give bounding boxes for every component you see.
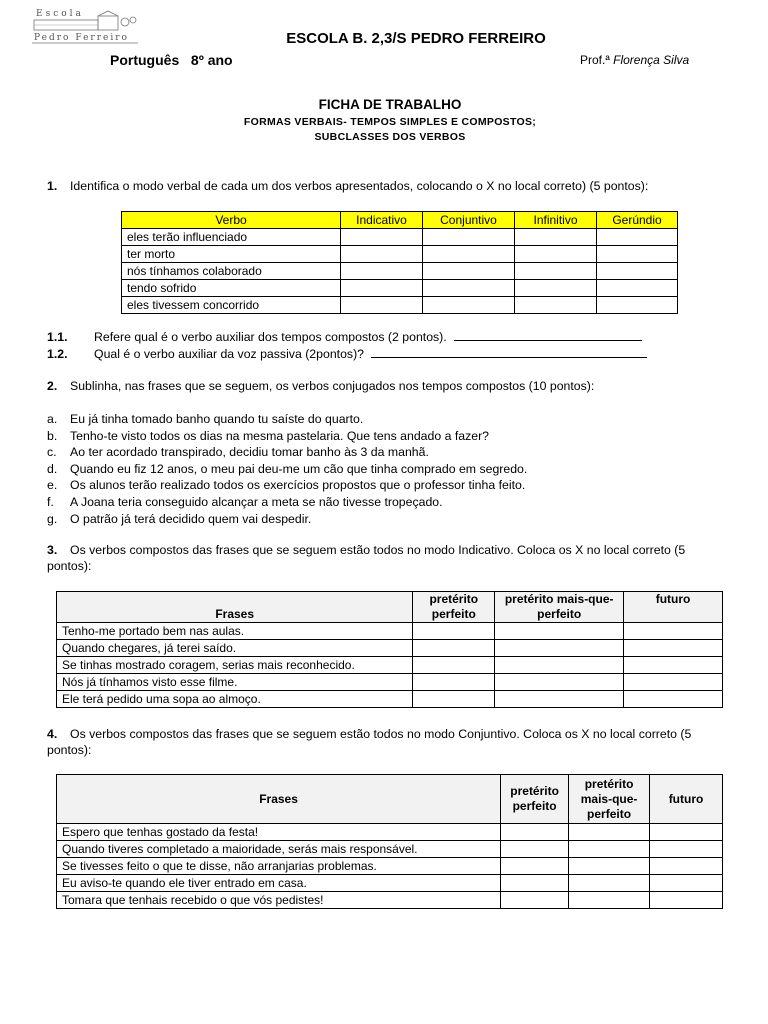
verb-cell: eles tivessem concorrido	[122, 297, 341, 314]
answer-cell[interactable]	[597, 229, 678, 246]
table-header-row	[57, 592, 723, 623]
list-item	[47, 477, 527, 494]
table-header-row	[57, 775, 723, 824]
answer-cell[interactable]	[569, 841, 650, 858]
question-number: 1.2.	[47, 347, 68, 361]
verb-cell: tendo sofrido	[122, 280, 341, 297]
verb-cell: nós tínhamos colaborado	[122, 263, 341, 280]
verb-cell: eles terão influenciado	[122, 229, 341, 246]
answer-cell[interactable]	[413, 657, 495, 674]
table-header-row	[122, 212, 678, 229]
q1-table	[121, 211, 678, 314]
item-text[interactable]: O patrão já terá decidido quem vai despedir.	[70, 511, 312, 526]
table-row	[122, 263, 678, 280]
table-row	[57, 892, 723, 909]
answer-cell[interactable]	[597, 280, 678, 297]
answer-cell[interactable]	[423, 246, 515, 263]
col-header-conjuntivo: Conjuntivo	[423, 212, 515, 229]
item-text[interactable]: A Joana teria conseguido alcançar a meta se não tivesse tropeçado.	[70, 494, 443, 509]
sentence-cell: Ele terá pedido uma sopa ao almoço.	[57, 691, 413, 708]
answer-cell[interactable]	[341, 297, 423, 314]
sentence-cell: Tomara que tenhais recebido o que vós pedistes!	[57, 892, 501, 909]
answer-cell[interactable]	[413, 674, 495, 691]
grade: 8º ano	[190, 52, 233, 68]
answer-cell[interactable]	[597, 297, 678, 314]
list-item	[47, 511, 527, 528]
col-header-gerundio: Gerúndio	[597, 212, 678, 229]
list-item	[47, 444, 527, 461]
answer-cell[interactable]	[624, 674, 723, 691]
sentence-list	[47, 411, 527, 527]
table-row	[57, 875, 723, 892]
question-1-2	[47, 346, 647, 362]
subject-line	[110, 52, 233, 68]
col-header-verbo: Verbo	[122, 212, 341, 229]
col-header-frases: Frases	[57, 592, 413, 623]
verb-cell: ter morto	[122, 246, 341, 263]
question-text: Identifica o modo verbal de cada um dos verbos apresentados, colocando o X no local correto) (5 pontos):	[70, 179, 649, 193]
teacher-line	[580, 53, 689, 67]
answer-cell[interactable]	[341, 229, 423, 246]
list-item	[47, 461, 527, 478]
item-text[interactable]: Tenho-te visto todos os dias na mesma pastelaria. Que tens andado a fazer?	[70, 428, 490, 443]
answer-cell[interactable]	[650, 858, 723, 875]
answer-cell[interactable]	[624, 640, 723, 657]
question-number: 1.1.	[47, 330, 68, 344]
answer-cell[interactable]	[624, 623, 723, 640]
answer-cell[interactable]	[341, 280, 423, 297]
question-number: 2.	[47, 379, 58, 393]
sentence-cell: Se tinhas mostrado coragem, serias mais reconhecido.	[57, 657, 413, 674]
answer-line[interactable]	[454, 329, 642, 341]
sentence-cell: Nós já tínhamos visto esse filme.	[57, 674, 413, 691]
question-text: Os verbos compostos das frases que se seguem estão todos no modo Indicativo. Coloca os X no local correto (5	[70, 543, 686, 557]
answer-cell[interactable]	[495, 674, 624, 691]
col-header-preterito-perfeito: pretérito perfeito	[501, 775, 569, 824]
worksheet-subtitle-2: SUBCLASSES DOS VERBOS	[314, 131, 466, 143]
item-letter: d.	[47, 461, 58, 476]
answer-cell[interactable]	[624, 691, 723, 708]
table-row	[122, 246, 678, 263]
item-letter: f.	[47, 494, 54, 509]
answer-cell[interactable]	[341, 246, 423, 263]
table-row	[122, 297, 678, 314]
answer-cell[interactable]	[515, 246, 597, 263]
answer-cell[interactable]	[569, 858, 650, 875]
question-text: Sublinha, nas frases que se seguem, os verbos conjugados nos tempos compostos (10 pontos):	[70, 379, 595, 393]
question-number: 3.	[47, 543, 58, 557]
logo-label-bottom: Pedro Ferreiro	[34, 33, 129, 43]
question-number: 1.	[47, 179, 58, 193]
answer-cell[interactable]	[624, 657, 723, 674]
answer-cell[interactable]	[413, 623, 495, 640]
answer-line[interactable]	[371, 346, 647, 358]
answer-cell[interactable]	[423, 263, 515, 280]
question-2	[47, 378, 594, 394]
answer-cell[interactable]	[501, 858, 569, 875]
question-text: Os verbos compostos das frases que se seguem estão todos no modo Conjuntivo. Coloca os X no local correto (5	[70, 727, 692, 741]
table-row	[57, 623, 723, 640]
answer-cell[interactable]	[515, 263, 597, 280]
col-header-indicativo: Indicativo	[341, 212, 423, 229]
answer-cell[interactable]	[495, 657, 624, 674]
q3-table	[56, 591, 723, 708]
table-row	[57, 691, 723, 708]
question-text: Qual é o verbo auxiliar da voz passiva (2pontos)?	[94, 347, 364, 361]
question-text: Refere qual é o verbo auxiliar dos tempos compostos (2 pontos).	[94, 330, 447, 344]
table-row	[122, 229, 678, 246]
answer-cell[interactable]	[597, 246, 678, 263]
answer-cell[interactable]	[495, 691, 624, 708]
school-name: ESCOLA B. 2,3/S PEDRO FERREIRO	[286, 30, 546, 47]
list-item	[47, 411, 527, 428]
worksheet-title: FICHA DE TRABALHO	[318, 97, 462, 112]
answer-cell[interactable]	[413, 640, 495, 657]
item-letter: e.	[47, 478, 58, 493]
col-header-preterito-mais-que-perfeito: pretérito mais-que-perfeito	[495, 592, 624, 623]
question-1	[47, 178, 648, 194]
answer-cell[interactable]	[495, 640, 624, 657]
sentence-cell: Quando tiveres completado a maioridade, serás mais responsável.	[57, 841, 501, 858]
teacher-name: Florença Silva	[613, 53, 690, 67]
answer-cell[interactable]	[501, 824, 569, 841]
sentence-cell: Se tivesses feito o que te disse, não arranjarias problemas.	[57, 858, 501, 875]
answer-cell[interactable]	[423, 229, 515, 246]
item-text[interactable]: Os alunos terão realizado todos os exercícios propostos que o professor tinha feito.	[70, 478, 526, 493]
logo-label-top: Escola	[36, 9, 84, 19]
table-row	[57, 674, 723, 691]
worksheet-subtitle-1: FORMAS VERBAIS- TEMPOS SIMPLES E COMPOSTOS;	[243, 116, 537, 128]
question-text-cont: pontos):	[47, 559, 92, 573]
answer-cell[interactable]	[597, 263, 678, 280]
answer-cell[interactable]	[515, 297, 597, 314]
col-header-futuro: futuro	[650, 775, 723, 824]
sentence-cell: Eu aviso-te quando ele tiver entrado em casa.	[57, 875, 501, 892]
col-header-infinitivo: Infinitivo	[515, 212, 597, 229]
answer-cell[interactable]	[515, 280, 597, 297]
answer-cell[interactable]	[650, 841, 723, 858]
answer-cell[interactable]	[423, 280, 515, 297]
answer-cell[interactable]	[569, 824, 650, 841]
table-row	[122, 280, 678, 297]
question-1-1	[47, 329, 642, 345]
answer-cell[interactable]	[569, 875, 650, 892]
answer-cell[interactable]	[515, 229, 597, 246]
question-4	[47, 726, 691, 758]
item-letter: b.	[47, 428, 58, 443]
sentence-cell: Tenho-me portado bem nas aulas.	[57, 623, 413, 640]
sentence-cell: Espero que tenhas gostado da festa!	[57, 824, 501, 841]
item-text[interactable]: Eu já tinha tomado banho quando tu saíste do quarto.	[70, 412, 364, 426]
item-letter: c.	[47, 445, 57, 460]
table-row	[57, 841, 723, 858]
item-text[interactable]: Ao ter acordado transpirado, decidiu tomar banho às 3 da manhã.	[70, 445, 429, 460]
table-row	[57, 640, 723, 657]
col-header-futuro: futuro	[624, 592, 723, 623]
col-header-preterito-mais-que-perfeito: pretérito mais-que-perfeito	[569, 775, 650, 824]
teacher-prefix: Prof.ª	[580, 53, 610, 67]
answer-cell[interactable]	[650, 824, 723, 841]
answer-cell[interactable]	[413, 691, 495, 708]
table-row	[57, 824, 723, 841]
answer-cell[interactable]	[650, 892, 723, 909]
answer-cell[interactable]	[501, 841, 569, 858]
sentence-cell: Quando chegares, já terei saído.	[57, 640, 413, 657]
item-letter: g.	[47, 511, 58, 526]
item-letter: a.	[47, 412, 58, 426]
col-header-preterito-perfeito: pretérito perfeito	[413, 592, 495, 623]
item-text[interactable]: Quando eu fiz 12 anos, o meu pai deu-me um cão que tinha comprado em segredo.	[70, 461, 528, 476]
question-text-cont: pontos):	[47, 743, 92, 757]
answer-cell[interactable]	[501, 892, 569, 909]
list-item	[47, 494, 527, 511]
question-3	[47, 542, 685, 574]
list-item	[47, 428, 527, 445]
subject: Português	[110, 52, 180, 68]
answer-cell[interactable]	[495, 623, 624, 640]
answer-cell[interactable]	[569, 892, 650, 909]
q4-table	[56, 774, 723, 909]
answer-cell[interactable]	[423, 297, 515, 314]
col-header-frases: Frases	[57, 775, 501, 824]
table-row	[57, 858, 723, 875]
answer-cell[interactable]	[501, 875, 569, 892]
table-row	[57, 657, 723, 674]
answer-cell[interactable]	[341, 263, 423, 280]
answer-cell[interactable]	[650, 875, 723, 892]
question-number: 4.	[47, 727, 58, 741]
